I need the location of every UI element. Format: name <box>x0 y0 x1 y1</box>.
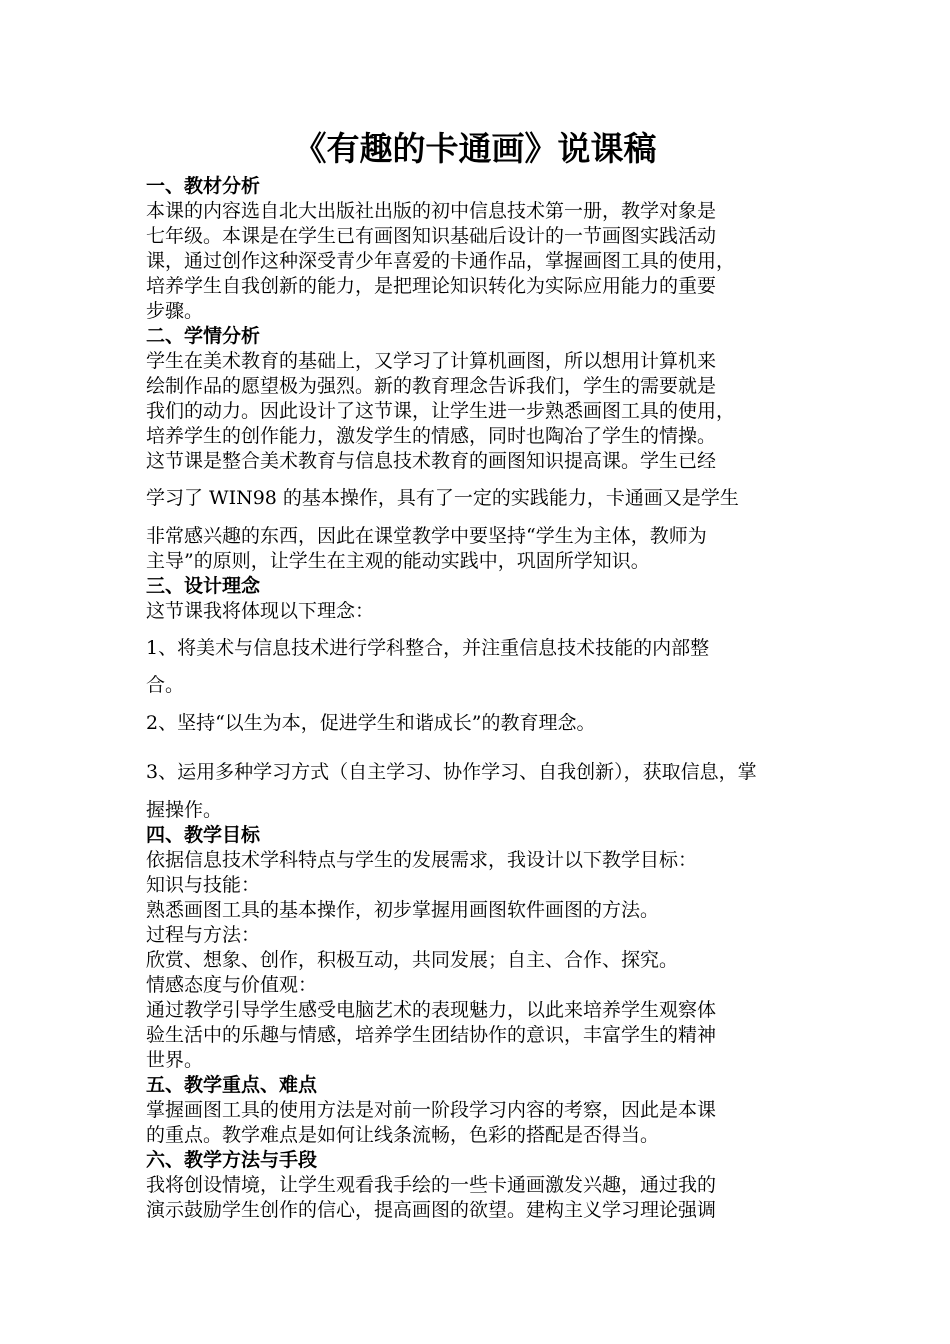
section-heading: 一、教材分析 <box>146 175 261 197</box>
paragraph-line: 依据信息技术学科特点与学生的发展需求，我设计以下教学目标： <box>146 849 698 871</box>
paragraph-line: 知识与技能： <box>146 874 261 896</box>
paragraph-line: 这节课我将体现以下理念： <box>146 600 375 622</box>
paragraph-line: 非常感兴趣的东西，因此在课堂教学中要坚持“学生为主体，教师为 <box>146 525 707 547</box>
section-heading: 五、教学重点、难点 <box>146 1074 318 1096</box>
section-heading: 三、设计理念 <box>146 575 261 597</box>
paragraph-line: 熟悉画图工具的基本操作，初步掌握用画图软件画图的方法。 <box>146 899 660 921</box>
paragraph-line: 绘制作品的愿望极为强烈。新的教育理念告诉我们，学生的需要就是 <box>146 375 717 397</box>
section-heading: 二、学情分析 <box>146 325 261 347</box>
paragraph-line: 2、坚持“以生为本，促进学生和谐成长”的教育理念。 <box>146 712 596 734</box>
paragraph-line: 课，通过创作这种深受青少年喜爱的卡通作品，掌握画图工具的使用， <box>146 250 736 272</box>
paragraph-line: 学习了 WIN98 的基本操作，具有了一定的实践能力，卡通画又是学生 <box>146 487 739 509</box>
section-heading: 六、教学方法与手段 <box>146 1149 318 1171</box>
paragraph-line: 验生活中的乐趣与情感，培养学生团结协作的意识，丰富学生的精神 <box>146 1024 717 1046</box>
paragraph-line: 1、将美术与信息技术进行学科整合，并注重信息技术技能的内部整 <box>146 637 710 659</box>
paragraph-line: 过程与方法： <box>146 924 261 946</box>
paragraph-line: 这节课是整合美术教育与信息技术教育的画图知识提高课。学生已经 <box>146 450 717 472</box>
document-title: 《有趣的卡通画》说课稿 <box>293 129 657 168</box>
paragraph-line: 合。 <box>146 674 185 696</box>
paragraph-line: 的重点。教学难点是如何让线条流畅，色彩的搭配是否得当。 <box>146 1124 660 1146</box>
section-heading: 四、教学目标 <box>146 824 261 846</box>
paragraph-line: 欣赏、想象、创作，积极互动，共同发展；自主、合作、探究。 <box>146 949 679 971</box>
paragraph-line: 世界。 <box>146 1049 204 1071</box>
paragraph-line: 培养学生自我创新的能力，是把理论知识转化为实际应用能力的重要 <box>146 275 717 297</box>
paragraph-line: 掌握画图工具的使用方法是对前一阶段学习内容的考察，因此是本课 <box>146 1099 717 1121</box>
paragraph-line: 通过教学引导学生感受电脑艺术的表现魅力，以此来培养学生观察体 <box>146 999 717 1021</box>
paragraph-line: 七年级。本课是在学生已有画图知识基础后设计的一节画图实践活动 <box>146 225 717 247</box>
paragraph-line: 情感态度与价值观： <box>146 974 318 996</box>
paragraph-line: 我将创设情境，让学生观看我手绘的一些卡通画激发兴趣，通过我的 <box>146 1174 717 1196</box>
paragraph-line: 我们的动力。因此设计了这节课，让学生进一步熟悉画图工具的使用， <box>146 400 736 422</box>
paragraph-line: 握操作。 <box>146 799 223 821</box>
paragraph-line: 演示鼓励学生创作的信心，提高画图的欲望。建构主义学习理论强调 <box>146 1199 717 1221</box>
paragraph-line: 培养学生的创作能力，激发学生的情感，同时也陶冶了学生的情操。 <box>146 425 717 447</box>
paragraph-line: 3、运用多种学习方式（自主学习、协作学习、自我创新），获取信息，掌 <box>146 761 757 783</box>
paragraph-line: 主导”的原则，让学生在主观的能动实践中，巩固所学知识。 <box>146 550 650 572</box>
paragraph-line: 步骤。 <box>146 300 204 322</box>
paragraph-line: 学生在美术教育的基础上，又学习了计算机画图，所以想用计算机来 <box>146 350 717 372</box>
paragraph-line: 本课的内容选自北大出版社出版的初中信息技术第一册，教学对象是 <box>146 200 717 222</box>
